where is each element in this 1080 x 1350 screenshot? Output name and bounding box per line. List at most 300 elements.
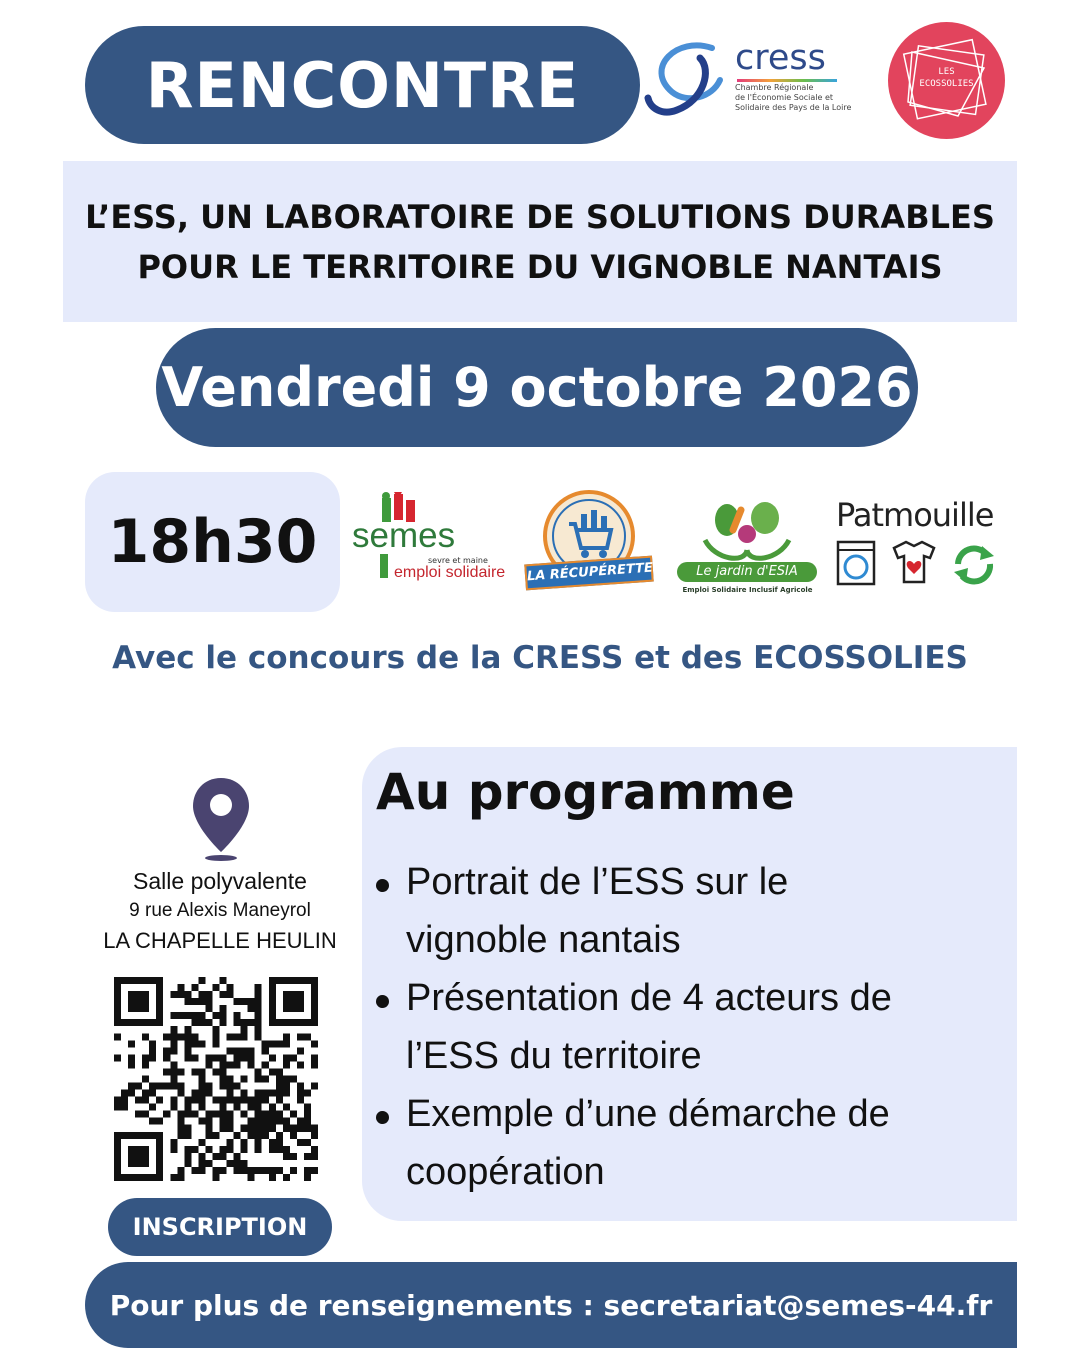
qr-module [170, 1068, 177, 1075]
semes-logo [350, 492, 510, 584]
qr-module [262, 1047, 269, 1054]
qr-module [234, 1054, 241, 1061]
qr-module [142, 1090, 149, 1097]
qr-module [297, 1033, 304, 1040]
inscription-button[interactable]: INSCRIPTION [108, 1198, 332, 1256]
qr-module [142, 1019, 149, 1026]
event-time: 18h30 [85, 472, 340, 612]
qr-module [198, 1153, 205, 1160]
qr-module [114, 1097, 121, 1104]
qr-module [149, 1047, 156, 1054]
qr-module [297, 1005, 304, 1012]
qr-module [212, 1153, 219, 1160]
qr-module [220, 1153, 227, 1160]
qr-module [156, 984, 163, 991]
recycle-arrows-icon [954, 546, 994, 582]
qr-module [121, 1132, 128, 1139]
qr-module [191, 1146, 198, 1153]
qr-module [227, 1125, 234, 1132]
qr-module [276, 1146, 283, 1153]
qr-module [128, 1132, 135, 1139]
qr-module [255, 1104, 262, 1111]
qr-module [114, 1012, 121, 1019]
qr-module [205, 1083, 212, 1090]
qr-module [135, 1111, 142, 1118]
qr-module [311, 1167, 318, 1174]
concours-line: Avec le concours de la CRESS et des ECOSSOLIES [112, 640, 968, 676]
qr-module [255, 1019, 262, 1026]
qr-module [276, 1118, 283, 1125]
qr-module [142, 1174, 149, 1181]
qr-module [283, 1104, 290, 1111]
qr-module [142, 1075, 149, 1082]
qr-module [311, 1061, 318, 1068]
qr-module [234, 1104, 241, 1111]
qr-module [311, 1125, 318, 1132]
qr-module [304, 1139, 311, 1146]
qr-module [191, 1040, 198, 1047]
qr-module [184, 991, 191, 998]
qr-module [142, 991, 149, 998]
qr-module [311, 998, 318, 1005]
qr-module [283, 1090, 290, 1097]
qr-module [163, 1033, 170, 1040]
theme-line-1: L’ESS, UN LABORATOIRE DE SOLUTIONS DURABLES [85, 197, 995, 236]
qr-module [269, 1040, 276, 1047]
venue-name: Salle polyvalente [133, 868, 307, 894]
qr-module [163, 1111, 170, 1118]
qr-module [135, 1146, 142, 1153]
qr-module [128, 1160, 135, 1167]
qr-module [248, 1097, 255, 1104]
qr-module [114, 977, 121, 984]
qr-module [255, 1090, 262, 1097]
qr-module [304, 1033, 311, 1040]
qr-module [170, 1104, 177, 1111]
qr-module [114, 1104, 121, 1111]
qr-module [234, 1132, 241, 1139]
recuperette-name: LA RÉCUPÉRETTE [524, 556, 654, 591]
ecossolies-name: LES ECOSSOLIES [919, 67, 974, 89]
qr-module [184, 1146, 191, 1153]
qr-module [212, 1040, 219, 1047]
qr-module [241, 1047, 248, 1054]
qr-module [128, 1153, 135, 1160]
qr-module [163, 1054, 170, 1061]
qr-module [276, 1167, 283, 1174]
qr-module [276, 1019, 283, 1026]
qr-module [114, 1146, 121, 1153]
qr-module [135, 1019, 142, 1026]
qr-module [304, 977, 311, 984]
qr-module [184, 1104, 191, 1111]
qr-module [248, 1167, 255, 1174]
qr-module [142, 1160, 149, 1167]
qr-module [184, 1047, 191, 1054]
qr-module [234, 998, 241, 1005]
qr-module [297, 1125, 304, 1132]
qr-module [220, 1104, 227, 1111]
qr-module [220, 1118, 227, 1125]
qr-code[interactable] [114, 977, 318, 1181]
qr-module [269, 1068, 276, 1075]
venue-city: LA CHAPELLE HEULIN [103, 928, 337, 953]
qr-module [255, 1125, 262, 1132]
qr-module [128, 1005, 135, 1012]
qr-module [156, 1132, 163, 1139]
qr-module [241, 998, 248, 1005]
qr-module [220, 1054, 227, 1061]
cress-logo [642, 38, 872, 123]
qr-module [220, 991, 227, 998]
qr-module [290, 991, 297, 998]
qr-module [205, 1118, 212, 1125]
qr-module [255, 1097, 262, 1104]
qr-module [283, 1040, 290, 1047]
qr-module [135, 1083, 142, 1090]
qr-module [121, 1019, 128, 1026]
qr-module [297, 977, 304, 984]
qr-module [184, 1125, 191, 1132]
recuperette-logo [523, 490, 655, 596]
qr-module [227, 1033, 234, 1040]
qr-module [170, 1040, 177, 1047]
qr-module [135, 1132, 142, 1139]
qr-module [248, 1125, 255, 1132]
qr-module [128, 1040, 135, 1047]
qr-module [311, 991, 318, 998]
qr-module [114, 1167, 121, 1174]
qr-module [198, 1075, 205, 1082]
qr-module [283, 977, 290, 984]
qr-module [220, 1111, 227, 1118]
qr-module [142, 1146, 149, 1153]
qr-module [142, 977, 149, 984]
qr-module [142, 998, 149, 1005]
qr-module [191, 1090, 198, 1097]
qr-module [248, 1118, 255, 1125]
qr-module [255, 1068, 262, 1075]
qr-module [142, 1132, 149, 1139]
qr-module [156, 991, 163, 998]
cress-name: cress [735, 38, 826, 78]
qr-module [163, 1047, 170, 1054]
qr-module [205, 1160, 212, 1167]
jardin-esia-logo [675, 490, 820, 598]
qr-module [177, 984, 184, 991]
qr-module [297, 1047, 304, 1054]
qr-module [269, 991, 276, 998]
qr-module [177, 1111, 184, 1118]
qr-module [255, 1132, 262, 1139]
qr-module [234, 1167, 241, 1174]
qr-module [311, 977, 318, 984]
qr-module [248, 1005, 255, 1012]
qr-module [114, 1005, 121, 1012]
qr-module [205, 998, 212, 1005]
qr-module [255, 1005, 262, 1012]
qr-module [191, 1097, 198, 1104]
qr-module [114, 998, 121, 1005]
qr-module [198, 1097, 205, 1104]
qr-module [114, 1160, 121, 1167]
qr-module [135, 1174, 142, 1181]
qr-module [198, 1139, 205, 1146]
qr-module [149, 1132, 156, 1139]
qr-module [205, 1132, 212, 1139]
qr-module [304, 1167, 311, 1174]
qr-module [297, 991, 304, 998]
program-title: Au programme [376, 763, 795, 821]
qr-module [177, 1033, 184, 1040]
qr-module [290, 1125, 297, 1132]
qr-module [290, 1005, 297, 1012]
patmouille-name: Patmouille [836, 496, 994, 534]
qr-module [121, 1097, 128, 1104]
qr-module [255, 1146, 262, 1153]
qr-module [220, 1097, 227, 1104]
qr-module [297, 1083, 304, 1090]
qr-module [114, 1153, 121, 1160]
qr-module [227, 984, 234, 991]
qr-module [241, 1097, 248, 1104]
qr-module [262, 1132, 269, 1139]
qr-module [269, 1139, 276, 1146]
qr-module [156, 1012, 163, 1019]
qr-module [128, 998, 135, 1005]
qr-module [297, 1090, 304, 1097]
qr-module [262, 1167, 269, 1174]
qr-module [311, 1132, 318, 1139]
washing-machine-icon [838, 542, 874, 584]
qr-module [212, 1097, 219, 1104]
qr-module [128, 1054, 135, 1061]
qr-module [311, 1012, 318, 1019]
qr-module [198, 1160, 205, 1167]
semes-name: semes [352, 516, 456, 555]
qr-module [234, 1061, 241, 1068]
qr-module [304, 1111, 311, 1118]
qr-module [283, 1054, 290, 1061]
qr-module [241, 1146, 248, 1153]
tshirt-heart-icon [894, 542, 934, 582]
qr-module [191, 1033, 198, 1040]
qr-module [184, 1054, 191, 1061]
qr-module [220, 1075, 227, 1082]
qr-module [170, 1139, 177, 1146]
qr-module [114, 1019, 121, 1026]
qr-module [304, 1174, 311, 1181]
qr-module [156, 1083, 163, 1090]
qr-module [198, 1068, 205, 1075]
qr-module [290, 1132, 297, 1139]
qr-module [135, 1005, 142, 1012]
qr-module [269, 1167, 276, 1174]
qr-module [212, 1068, 219, 1075]
qr-module [290, 998, 297, 1005]
qr-module [170, 991, 177, 998]
qr-module [276, 1040, 283, 1047]
qr-module [227, 1139, 234, 1146]
qr-module [198, 1090, 205, 1097]
qr-module [184, 1012, 191, 1019]
qr-module [212, 1012, 219, 1019]
qr-module [191, 1012, 198, 1019]
qr-module [248, 1047, 255, 1054]
qr-module [191, 1019, 198, 1026]
qr-module [205, 1061, 212, 1068]
qr-module [269, 1012, 276, 1019]
qr-module [177, 1118, 184, 1125]
qr-module [269, 1146, 276, 1153]
qr-module [114, 1132, 121, 1139]
qr-module [170, 1061, 177, 1068]
qr-module [297, 1097, 304, 1104]
qr-module [114, 1033, 121, 1040]
contact-banner: Pour plus de renseignements : secretariat@semes-44.fr [85, 1262, 1017, 1348]
qr-module [241, 1090, 248, 1097]
qr-module [184, 1026, 191, 1033]
qr-module [255, 991, 262, 998]
qr-module [311, 1005, 318, 1012]
qr-module [128, 1090, 135, 1097]
qr-module [212, 984, 219, 991]
qr-module [135, 1097, 142, 1104]
qr-module [297, 1019, 304, 1026]
qr-module [184, 1153, 191, 1160]
qr-module [255, 1033, 262, 1040]
qr-module [234, 1012, 241, 1019]
qr-module [283, 1153, 290, 1160]
qr-module [311, 1040, 318, 1047]
qr-module [241, 1125, 248, 1132]
qr-module [297, 998, 304, 1005]
qr-module [227, 1075, 234, 1082]
qr-module [205, 1019, 212, 1026]
qr-module [142, 1054, 149, 1061]
qr-module [283, 991, 290, 998]
qr-module [149, 1054, 156, 1061]
qr-module [177, 991, 184, 998]
qr-module [227, 1160, 234, 1167]
qr-module [311, 1019, 318, 1026]
qr-module [142, 1061, 149, 1068]
qr-module [283, 1174, 290, 1181]
qr-module [276, 1075, 283, 1082]
qr-module [205, 1005, 212, 1012]
qr-module [290, 1167, 297, 1174]
qr-module [198, 998, 205, 1005]
semes-tagline: sevre et maine [428, 556, 488, 565]
qr-module [205, 1090, 212, 1097]
qr-module [304, 1125, 311, 1132]
qr-module [241, 1075, 248, 1082]
qr-module [304, 1153, 311, 1160]
qr-module [212, 1132, 219, 1139]
qr-module [177, 1167, 184, 1174]
qr-module [262, 1125, 269, 1132]
qr-module [269, 1111, 276, 1118]
qr-module [276, 1083, 283, 1090]
qr-module [156, 1139, 163, 1146]
qr-module [114, 991, 121, 998]
qr-module [290, 1111, 297, 1118]
qr-module [198, 1083, 205, 1090]
program-item: Portrait de l’ESS sur le vignoble nantais [376, 853, 892, 969]
cress-color-bar [737, 79, 837, 82]
qr-module [269, 1054, 276, 1061]
qr-module [241, 1167, 248, 1174]
qr-module [177, 1012, 184, 1019]
qr-module [255, 1139, 262, 1146]
qr-module [227, 1083, 234, 1090]
qr-module [269, 1104, 276, 1111]
qr-module [248, 1054, 255, 1061]
qr-module [142, 1033, 149, 1040]
qr-module [276, 1090, 283, 1097]
qr-module [227, 1061, 234, 1068]
qr-module [255, 1026, 262, 1033]
qr-module [290, 977, 297, 984]
qr-module [149, 1090, 156, 1097]
qr-module [220, 1068, 227, 1075]
qr-module [269, 1118, 276, 1125]
qr-module [241, 1054, 248, 1061]
qr-module [269, 1174, 276, 1181]
qr-module [255, 1012, 262, 1019]
qr-module [149, 1104, 156, 1111]
qr-module [248, 1104, 255, 1111]
semes-subtitle: emploi solidaire [394, 564, 506, 581]
qr-module [191, 1068, 198, 1075]
qr-module [227, 1111, 234, 1118]
qr-module [290, 1054, 297, 1061]
qr-module [304, 1118, 311, 1125]
qr-module [311, 1054, 318, 1061]
qr-module [269, 1019, 276, 1026]
qr-module [283, 1125, 290, 1132]
qr-module [220, 977, 227, 984]
program-list [376, 853, 892, 1201]
cress-swirl-icon [642, 40, 732, 120]
qr-module [248, 1132, 255, 1139]
qr-module [234, 1019, 241, 1026]
qr-module [234, 1153, 241, 1160]
rencontre-banner: RENCONTRE [85, 26, 640, 144]
qr-module [304, 1090, 311, 1097]
qr-module [170, 1083, 177, 1090]
qr-module [255, 1118, 262, 1125]
qr-module [156, 1019, 163, 1026]
qr-module [283, 1118, 290, 1125]
qr-module [262, 1075, 269, 1082]
qr-module [142, 1005, 149, 1012]
qr-module [276, 1068, 283, 1075]
qr-module [220, 1019, 227, 1026]
venue-address [60, 866, 380, 956]
qr-module [198, 1118, 205, 1125]
qr-module [170, 1075, 177, 1082]
qr-module [128, 1019, 135, 1026]
qr-module [262, 1061, 269, 1068]
qr-module [241, 1026, 248, 1033]
qr-module [198, 991, 205, 998]
qr-module [184, 998, 191, 1005]
patmouille-laundry-icons [832, 536, 1007, 592]
qr-module [283, 1005, 290, 1012]
qr-module [170, 1026, 177, 1033]
qr-module [156, 1153, 163, 1160]
